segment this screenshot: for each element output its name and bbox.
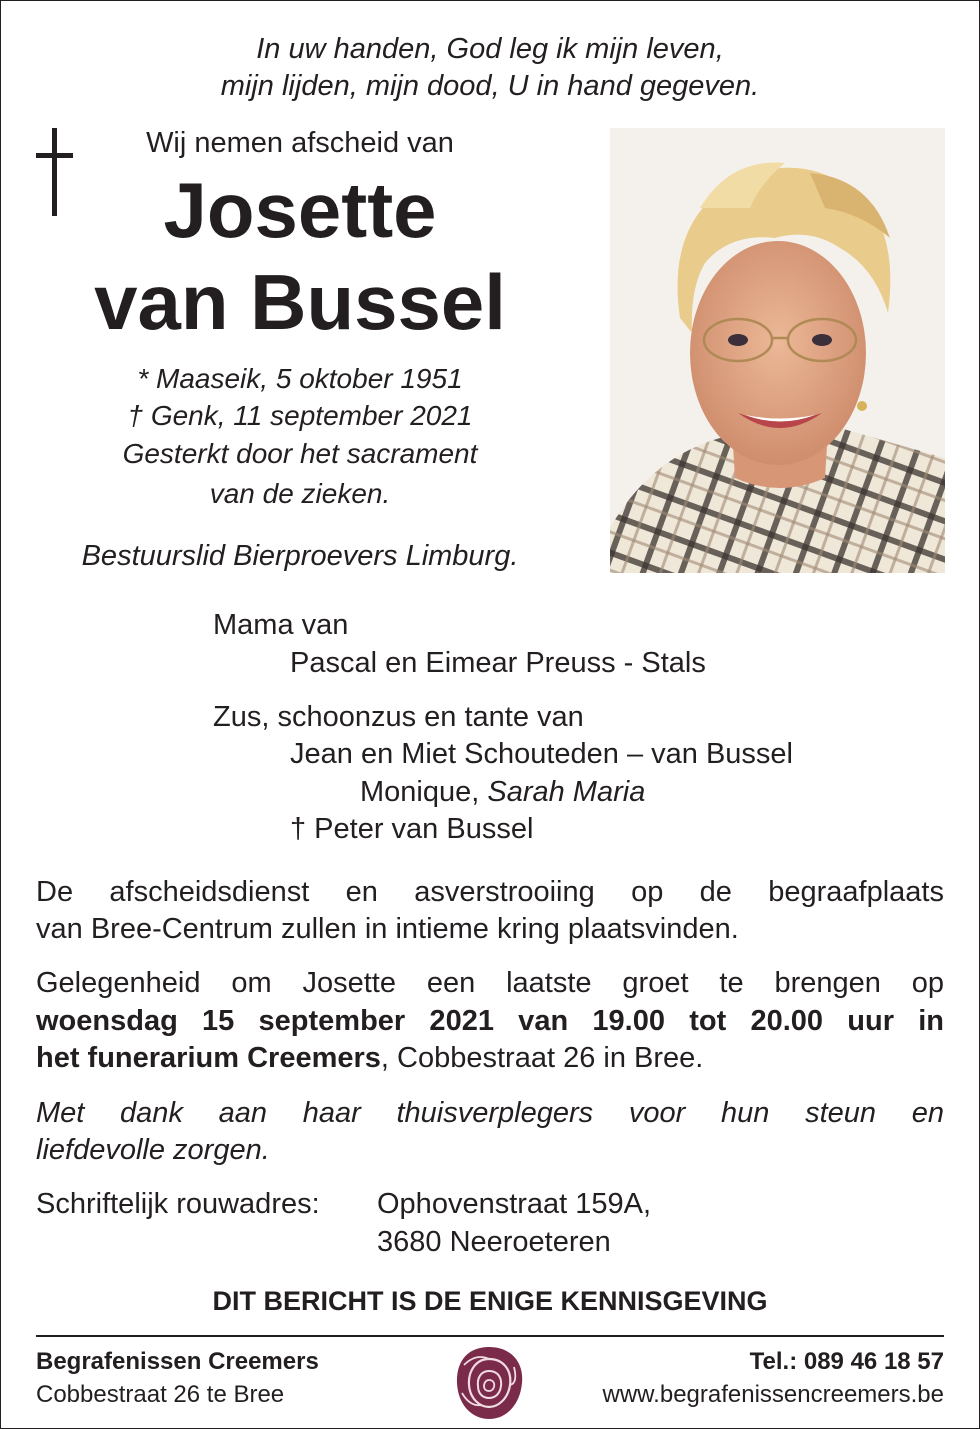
funerarium-address: , Cobbestraat 26 in Bree.	[380, 1042, 704, 1074]
sibling-1-child-plain: Monique,	[360, 776, 488, 808]
sacrament-line-2: van de zieken.	[209, 478, 391, 509]
death-date: † Genk, 11 september 2021	[127, 400, 473, 431]
notice-heading: DIT BERICHT IS DE ENIGE KENNISGEVING	[212, 1286, 768, 1316]
rose-logo-icon	[452, 1343, 527, 1423]
children-names: Pascal en Eimear Preuss - Stals	[290, 647, 706, 679]
sacrament-line-1: Gesterkt door het sacrament	[122, 438, 478, 469]
portrait-photo	[610, 128, 945, 573]
visit-line-3	[36, 1040, 944, 1077]
last-name: van Bussel	[94, 258, 506, 346]
phone-number: Tel.: 089 46 18 57	[749, 1348, 944, 1375]
service-line-1: De afscheidsdienst en asverstrooiing op de begraafplaats	[36, 876, 944, 908]
thanks-line-2: liefdevolle zorgen.	[36, 1134, 270, 1166]
sibling-label: Zus, schoonzus en tante van	[213, 701, 584, 733]
address-street: Ophovenstraat 159A,	[377, 1188, 652, 1220]
sibling-1: Jean en Miet Schouteden – van Bussel	[290, 738, 793, 770]
sibling-2: † Peter van Bussel	[290, 813, 534, 845]
verse-line-2: mijn lijden, mijn dood, U in hand gegeven.	[220, 70, 760, 102]
website-link[interactable]: www.begrafenissencreemers.be	[602, 1381, 944, 1408]
verse-line-1: In uw handen, God leg ik mijn leven,	[256, 33, 724, 65]
mother-label: Mama van	[213, 609, 349, 641]
role-line: Bestuurslid Bierproevers Limburg.	[81, 540, 519, 572]
company-address: Cobbestraat 26 te Bree	[36, 1381, 285, 1408]
company-name: Begrafenissen Creemers	[36, 1348, 319, 1375]
visit-line-1: Gelegenheid om Josette een laatste groet te brengen op	[36, 967, 944, 999]
address-label: Schriftelijk rouwadres:	[36, 1188, 320, 1220]
sibling-1-children	[360, 774, 645, 811]
intro-text: Wij nemen afscheid van	[146, 127, 454, 159]
footer-divider	[36, 1335, 944, 1337]
visit-line-2: woensdag 15 september 2021 van 19.00 tot 20.00 uur in	[36, 1005, 944, 1037]
address-city: 3680 Neeroeteren	[377, 1226, 611, 1258]
first-name: Josette	[163, 166, 437, 254]
sibling-1-child-italic: Sarah Maria	[487, 776, 646, 808]
thanks-line-1: Met dank aan haar thuisverplegers voor hun steun en	[36, 1097, 944, 1129]
funerarium-name: het funerarium Creemers	[36, 1042, 381, 1074]
birth-date: * Maaseik, 5 oktober 1951	[137, 363, 463, 394]
service-line-2: van Bree-Centrum zullen in intieme kring plaatsvinden.	[36, 913, 739, 945]
